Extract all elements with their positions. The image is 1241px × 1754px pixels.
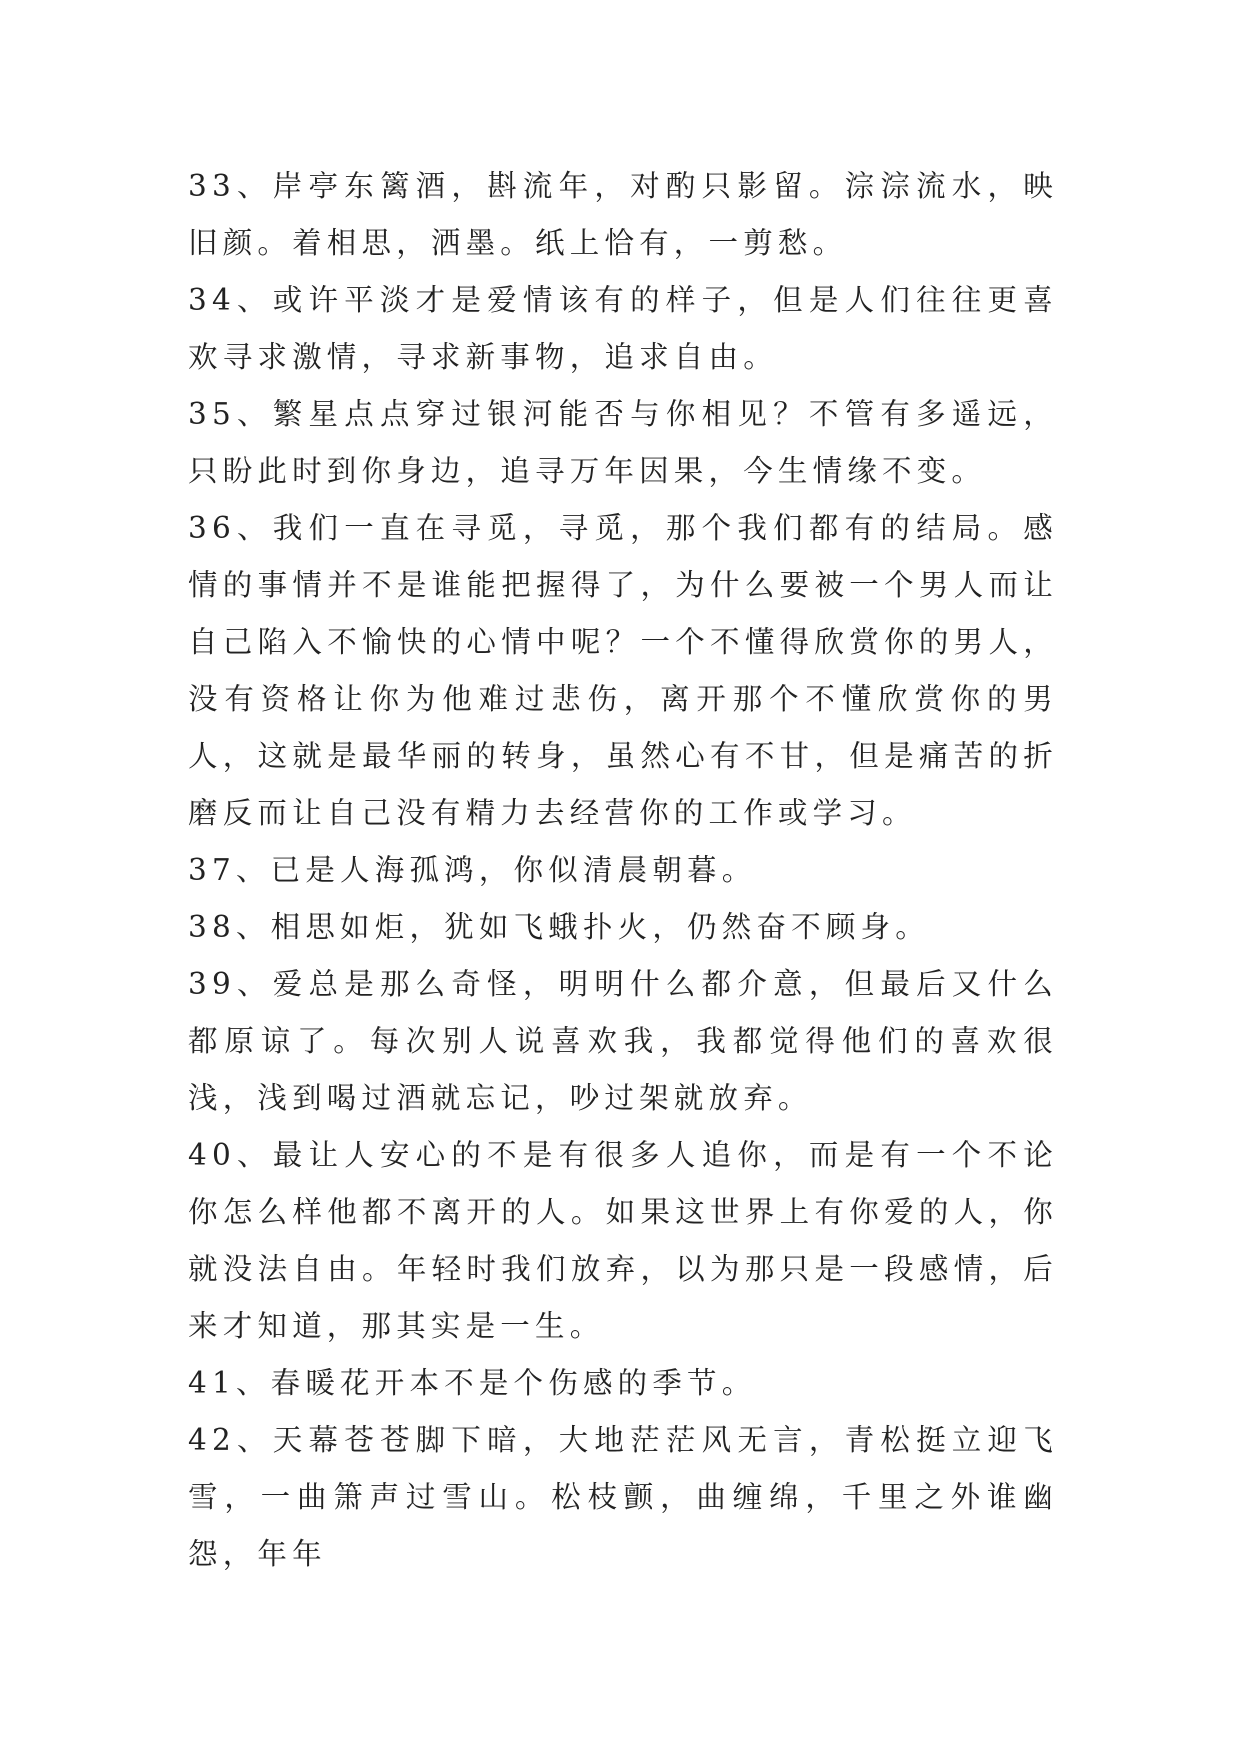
paragraph-34: 34、或许平淡才是爱情该有的样子，但是人们往往更喜欢寻求激情，寻求新事物，追求自由。: [188, 283, 1058, 374]
paragraph-38: 38、相思如炬，犹如飞蛾扑火，仍然奋不顾身。: [188, 910, 930, 944]
paragraph-37: 37、已是人海孤鸿，你似清晨朝暮。: [188, 853, 757, 887]
paragraph-33: 33、岸亭东篱酒，斟流年，对酌只影留。淙淙流水，映旧颜。着相思，洒墨。纸上恰有，一剪愁。: [188, 169, 1058, 260]
paragraph-35: 35、繁星点点穿过银河能否与你相见？不管有多遥远，只盼此时到你身边，追寻万年因果，今生情缘不变。: [188, 397, 1058, 488]
paragraph-36: 36、我们一直在寻觅，寻觅，那个我们都有的结局。感情的事情并不是谁能把握得了，为什么要被一个男人而让自己陷入不愉快的心情中呢？一个不懂得欣赏你的男人，没有资格让你为他难过悲伤，离开那个不懂欣赏你的男人，这就是最华丽的转身，虽然心有不甘，但是痛苦的折磨反而让自己没有精力去经营你的工作或学习。: [188, 511, 1058, 830]
paragraph-42: 42、天幕苍苍脚下暗，大地茫茫风无言，青松挺立迎飞雪，一曲箫声过雪山。松枝颤，曲缠绵，千里之外谁幽怨，年年: [188, 1423, 1058, 1571]
paragraph-40: 40、最让人安心的不是有很多人追你，而是有一个不论你怎么样他都不离开的人。如果这世界上有你爱的人，你就没法自由。年轻时我们放弃，以为那只是一段感情，后来才知道，那其实是一生。: [188, 1138, 1058, 1343]
paragraph-41: 41、春暖花开本不是个伤感的季节。: [188, 1366, 757, 1400]
paragraph-39: 39、爱总是那么奇怪，明明什么都介意，但最后又什么都原谅了。每次别人说喜欢我，我都觉得他们的喜欢很浅，浅到喝过酒就忘记，吵过架就放弃。: [188, 967, 1058, 1115]
document-body: [188, 158, 1058, 1583]
